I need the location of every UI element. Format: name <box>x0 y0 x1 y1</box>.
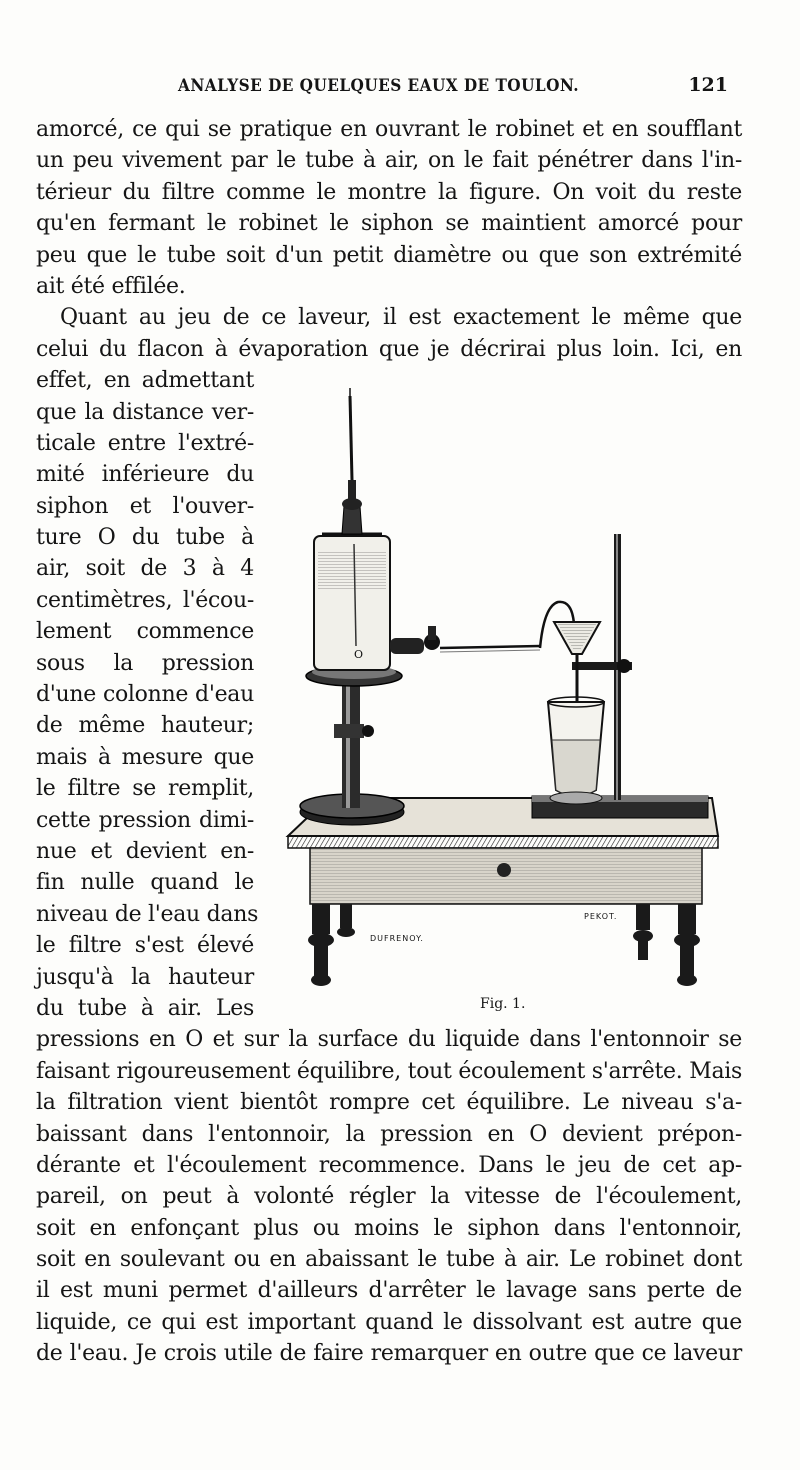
text-line: celui du flacon à évaporation que je décrirai plus loin. Ici, en <box>36 336 742 362</box>
text-line-narrow: air, soit de 3 à 4 <box>36 556 254 582</box>
text-line: térieur du filtre comme le montre la figure. On voit du reste <box>36 179 742 205</box>
text-line: ait été effilée. <box>36 273 186 299</box>
text-line-narrow: lement commence <box>36 619 254 645</box>
text-line-narrow: mité inférieure du <box>36 462 254 488</box>
text-line-narrow: niveau de l'eau dans <box>36 901 259 927</box>
text-line: amorcé, ce qui se pratique en ouvrant le robinet et en soufflant <box>36 117 742 142</box>
text-line: baissant dans l'entonnoir, la pression en O devient prépon- <box>36 1121 742 1147</box>
text-line: faisant rigoureusement équilibre, tout écoulement s'arrête. Mais <box>36 1058 742 1084</box>
text-line-narrow: sous la pression <box>36 650 254 676</box>
text-line-narrow: centimètres, l'écou- <box>36 587 254 613</box>
engraver-signature-right: PEKOT. <box>584 912 618 921</box>
text-line: qu'en fermant le robinet le siphon se maintient amorcé pour <box>36 211 742 237</box>
running-title: ANALYSE DE QUELQUES EAUX DE TOULON. <box>178 76 580 96</box>
text-line: soit en enfonçant plus ou moins le siphon dans l'entonnoir, <box>36 1215 742 1241</box>
text-line-narrow: que la distance ver- <box>36 399 254 425</box>
text-line-narrow: cette pression dimi- <box>36 807 254 833</box>
text-line-narrow: le filtre se remplit, <box>36 776 254 802</box>
text-line: peu que le tube soit d'un petit diamètre ou que son extrémité <box>36 242 742 268</box>
text-line-narrow: nue et devient en- <box>36 838 254 864</box>
text-line-narrow: fin nulle quand le <box>36 870 254 896</box>
text-line-narrow: mais à mesure que <box>36 744 254 770</box>
figure-caption: Fig. 1. <box>480 996 526 1012</box>
text-line-narrow: le filtre s'est élevé <box>36 933 254 959</box>
label-o: O <box>354 648 364 661</box>
page-number: 121 <box>688 74 728 96</box>
text-line-narrow: siphon et l'ouver- <box>36 493 254 519</box>
text-line: pareil, on peut à volonté régler la vitesse de l'écoulement, <box>36 1184 742 1210</box>
text-line: de l'eau. Je crois utile de faire remarquer en outre que ce laveur <box>36 1341 742 1367</box>
text-line-narrow: jusqu'à la hauteur <box>36 964 254 990</box>
engraver-signature-left: DUFRENOY. <box>370 934 424 943</box>
text-line: un peu vivement par le tube à air, on le fait pénétrer dans l'in- <box>36 148 742 174</box>
text-line-narrow: d'une colonne d'eau <box>36 682 254 708</box>
text-line-narrow: effet, en admettant <box>36 368 254 394</box>
text-line: la filtration vient bientôt rompre cet équilibre. Le niveau s'a- <box>36 1090 742 1116</box>
laboratory-filter-apparatus-engraving-icon <box>282 384 736 1024</box>
page-header <box>36 76 736 104</box>
text-line-narrow: de même hauteur; <box>36 713 254 739</box>
text-line-narrow: ture O du tube à <box>36 525 254 551</box>
text-line-narrow: du tube à air. Les <box>36 995 254 1021</box>
text-line: soit en soulevant ou en abaissant le tube à air. Le robinet dont <box>36 1247 742 1273</box>
text-line: liquide, ce qui est important quand le dissolvant est autre que <box>36 1309 742 1335</box>
text-line: pressions en O et sur la surface du liquide dans l'entonnoir se <box>36 1027 742 1053</box>
text-line-narrow: ticale entre l'extré- <box>36 430 254 456</box>
text-line: il est muni permet d'ailleurs d'arrêter le lavage sans perte de <box>36 1278 742 1304</box>
figure-apparatus <box>282 384 736 1024</box>
text-line: dérante et l'écoulement recommence. Dans le jeu de cet ap- <box>36 1152 742 1178</box>
text-line: Quant au jeu de ce laveur, il est exactement le même que <box>60 305 742 331</box>
